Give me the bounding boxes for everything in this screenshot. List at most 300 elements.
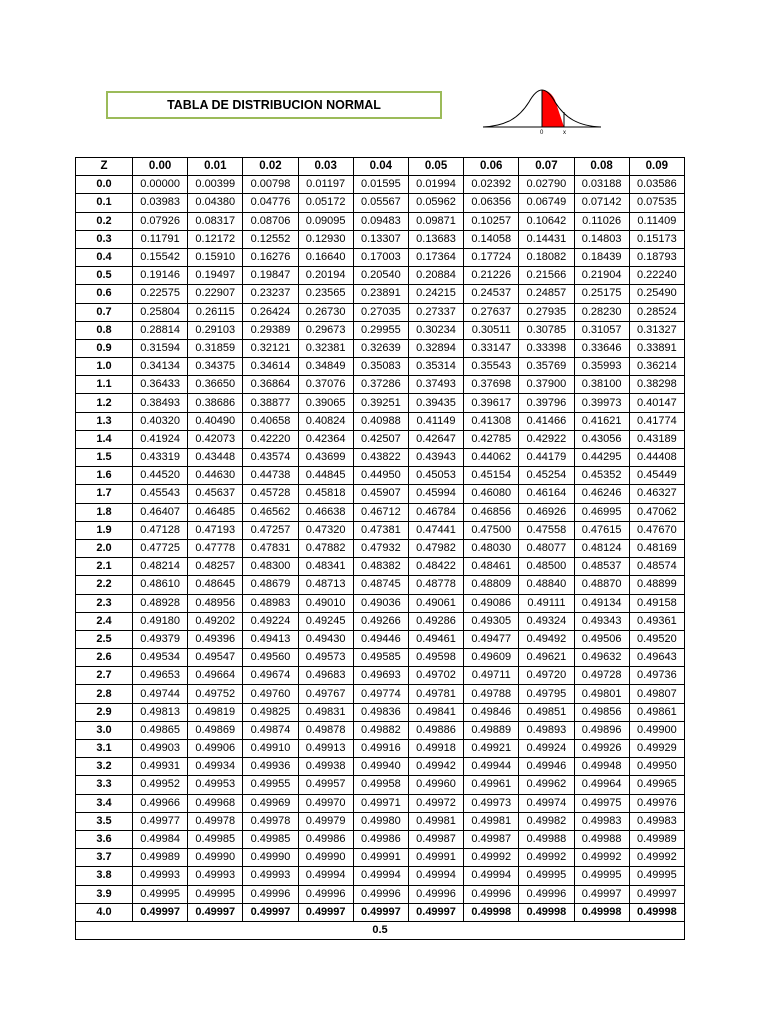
probability-cell: 0.46485 xyxy=(188,503,243,521)
z-value-cell: 2.6 xyxy=(76,649,133,667)
probability-cell: 0.30785 xyxy=(519,321,574,339)
probability-cell: 0.48341 xyxy=(298,558,353,576)
probability-cell: 0.49506 xyxy=(574,630,629,648)
probability-cell: 0.49994 xyxy=(298,867,353,885)
z-value-cell: 1.2 xyxy=(76,394,133,412)
probability-cell: 0.49921 xyxy=(464,740,519,758)
probability-cell: 0.42507 xyxy=(353,430,408,448)
probability-cell: 0.46080 xyxy=(464,485,519,503)
probability-cell: 0.14431 xyxy=(519,230,574,248)
probability-cell: 0.49998 xyxy=(629,903,684,921)
table-row xyxy=(76,321,685,339)
z-value-cell: 3.5 xyxy=(76,812,133,830)
probability-cell: 0.49893 xyxy=(519,721,574,739)
probability-cell: 0.43699 xyxy=(298,449,353,467)
probability-cell: 0.49560 xyxy=(243,649,298,667)
table-row xyxy=(76,649,685,667)
probability-cell: 0.28814 xyxy=(133,321,188,339)
probability-cell: 0.49878 xyxy=(298,721,353,739)
probability-cell: 0.49973 xyxy=(464,794,519,812)
probability-cell: 0.42922 xyxy=(519,430,574,448)
table-row xyxy=(76,758,685,776)
header-col: 0.07 xyxy=(519,158,574,176)
probability-cell: 0.49819 xyxy=(188,703,243,721)
probability-cell: 0.49942 xyxy=(408,758,463,776)
probability-cell: 0.49981 xyxy=(464,812,519,830)
probability-cell: 0.07535 xyxy=(629,194,684,212)
header-col: 0.01 xyxy=(188,158,243,176)
probability-cell: 0.23565 xyxy=(298,285,353,303)
probability-cell: 0.01197 xyxy=(298,176,353,194)
probability-cell: 0.49846 xyxy=(464,703,519,721)
probability-cell: 0.32121 xyxy=(243,339,298,357)
probability-cell: 0.26115 xyxy=(188,303,243,321)
table-row xyxy=(76,248,685,266)
z-value-cell: 3.8 xyxy=(76,867,133,885)
probability-cell: 0.23237 xyxy=(243,285,298,303)
footer-cell: 0.5 xyxy=(76,921,685,939)
probability-cell: 0.47778 xyxy=(188,539,243,557)
probability-cell: 0.49975 xyxy=(574,794,629,812)
probability-cell: 0.05567 xyxy=(353,194,408,212)
probability-cell: 0.49693 xyxy=(353,667,408,685)
probability-cell: 0.07142 xyxy=(574,194,629,212)
probability-cell: 0.25804 xyxy=(133,303,188,321)
probability-cell: 0.36433 xyxy=(133,376,188,394)
probability-cell: 0.29673 xyxy=(298,321,353,339)
probability-cell: 0.15173 xyxy=(629,230,684,248)
footer-row xyxy=(76,921,685,939)
probability-cell: 0.49960 xyxy=(408,776,463,794)
probability-cell: 0.03983 xyxy=(133,194,188,212)
table-row xyxy=(76,194,685,212)
probability-cell: 0.31327 xyxy=(629,321,684,339)
table-row xyxy=(76,176,685,194)
probability-cell: 0.49996 xyxy=(408,885,463,903)
z-value-cell: 1.3 xyxy=(76,412,133,430)
probability-cell: 0.24537 xyxy=(464,285,519,303)
probability-cell: 0.14803 xyxy=(574,230,629,248)
probability-cell: 0.36864 xyxy=(243,376,298,394)
probability-cell: 0.49976 xyxy=(629,794,684,812)
probability-cell: 0.48713 xyxy=(298,576,353,594)
z-value-cell: 0.3 xyxy=(76,230,133,248)
probability-cell: 0.49991 xyxy=(408,849,463,867)
document-title: TABLA DE DISTRIBUCION NORMAL xyxy=(167,98,381,112)
probability-cell: 0.49997 xyxy=(298,903,353,921)
probability-cell: 0.44295 xyxy=(574,449,629,467)
probability-cell: 0.49984 xyxy=(133,830,188,848)
probability-cell: 0.49985 xyxy=(188,830,243,848)
probability-cell: 0.33646 xyxy=(574,339,629,357)
probability-cell: 0.49520 xyxy=(629,630,684,648)
probability-cell: 0.09095 xyxy=(298,212,353,230)
probability-cell: 0.48124 xyxy=(574,539,629,557)
z-value-cell: 1.1 xyxy=(76,376,133,394)
probability-cell: 0.10642 xyxy=(519,212,574,230)
probability-cell: 0.49305 xyxy=(464,612,519,630)
probability-cell: 0.49534 xyxy=(133,649,188,667)
probability-cell: 0.25175 xyxy=(574,285,629,303)
probability-cell: 0.49974 xyxy=(519,794,574,812)
probability-cell: 0.48870 xyxy=(574,576,629,594)
probability-cell: 0.49992 xyxy=(464,849,519,867)
probability-cell: 0.22240 xyxy=(629,267,684,285)
probability-cell: 0.49795 xyxy=(519,685,574,703)
probability-cell: 0.37286 xyxy=(353,376,408,394)
probability-cell: 0.49966 xyxy=(133,794,188,812)
probability-cell: 0.49492 xyxy=(519,630,574,648)
probability-cell: 0.11026 xyxy=(574,212,629,230)
z-value-cell: 2.8 xyxy=(76,685,133,703)
probability-cell: 0.49224 xyxy=(243,612,298,630)
probability-cell: 0.18082 xyxy=(519,248,574,266)
probability-cell: 0.49889 xyxy=(464,721,519,739)
probability-cell: 0.08317 xyxy=(188,212,243,230)
z-value-cell: 1.8 xyxy=(76,503,133,521)
probability-cell: 0.43189 xyxy=(629,430,684,448)
probability-cell: 0.27935 xyxy=(519,303,574,321)
probability-cell: 0.45352 xyxy=(574,467,629,485)
probability-cell: 0.35543 xyxy=(464,358,519,376)
probability-cell: 0.47193 xyxy=(188,521,243,539)
probability-cell: 0.49996 xyxy=(353,885,408,903)
probability-cell: 0.40320 xyxy=(133,412,188,430)
probability-cell: 0.48928 xyxy=(133,594,188,612)
probability-cell: 0.49994 xyxy=(464,867,519,885)
probability-cell: 0.49993 xyxy=(188,867,243,885)
probability-cell: 0.49918 xyxy=(408,740,463,758)
probability-cell: 0.49086 xyxy=(464,594,519,612)
z-value-cell: 2.9 xyxy=(76,703,133,721)
probability-cell: 0.48679 xyxy=(243,576,298,594)
probability-cell: 0.49977 xyxy=(133,812,188,830)
probability-cell: 0.49962 xyxy=(519,776,574,794)
probability-cell: 0.47441 xyxy=(408,521,463,539)
probability-cell: 0.43448 xyxy=(188,449,243,467)
probability-cell: 0.37493 xyxy=(408,376,463,394)
probability-cell: 0.49720 xyxy=(519,667,574,685)
probability-cell: 0.49856 xyxy=(574,703,629,721)
probability-cell: 0.49998 xyxy=(519,903,574,921)
probability-cell: 0.43056 xyxy=(574,430,629,448)
probability-cell: 0.48778 xyxy=(408,576,463,594)
probability-cell: 0.12930 xyxy=(298,230,353,248)
probability-cell: 0.38493 xyxy=(133,394,188,412)
probability-cell: 0.49180 xyxy=(133,612,188,630)
z-value-cell: 0.4 xyxy=(76,248,133,266)
probability-cell: 0.32894 xyxy=(408,339,463,357)
probability-cell: 0.49955 xyxy=(243,776,298,794)
probability-cell: 0.49324 xyxy=(519,612,574,630)
probability-cell: 0.48382 xyxy=(353,558,408,576)
probability-cell: 0.49957 xyxy=(298,776,353,794)
probability-cell: 0.33398 xyxy=(519,339,574,357)
probability-cell: 0.34134 xyxy=(133,358,188,376)
probability-cell: 0.07926 xyxy=(133,212,188,230)
probability-cell: 0.49997 xyxy=(188,903,243,921)
probability-cell: 0.49996 xyxy=(298,885,353,903)
probability-cell: 0.34614 xyxy=(243,358,298,376)
probability-cell: 0.49948 xyxy=(574,758,629,776)
probability-cell: 0.16276 xyxy=(243,248,298,266)
probability-cell: 0.49585 xyxy=(353,649,408,667)
table-row xyxy=(76,812,685,830)
probability-cell: 0.44062 xyxy=(464,449,519,467)
probability-cell: 0.49992 xyxy=(574,849,629,867)
probability-cell: 0.49807 xyxy=(629,685,684,703)
probability-cell: 0.45818 xyxy=(298,485,353,503)
table-row xyxy=(76,703,685,721)
probability-cell: 0.49774 xyxy=(353,685,408,703)
probability-cell: 0.49728 xyxy=(574,667,629,685)
probability-cell: 0.49992 xyxy=(519,849,574,867)
probability-cell: 0.49781 xyxy=(408,685,463,703)
probability-cell: 0.30511 xyxy=(464,321,519,339)
probability-cell: 0.36650 xyxy=(188,376,243,394)
probability-cell: 0.49998 xyxy=(464,903,519,921)
probability-cell: 0.49926 xyxy=(574,740,629,758)
probability-cell: 0.48983 xyxy=(243,594,298,612)
probability-cell: 0.49987 xyxy=(464,830,519,848)
table-row xyxy=(76,903,685,921)
probability-cell: 0.49573 xyxy=(298,649,353,667)
probability-cell: 0.23891 xyxy=(353,285,408,303)
probability-cell: 0.49664 xyxy=(188,667,243,685)
table-row xyxy=(76,230,685,248)
probability-cell: 0.48610 xyxy=(133,576,188,594)
probability-cell: 0.04380 xyxy=(188,194,243,212)
table-row xyxy=(76,521,685,539)
table-row xyxy=(76,594,685,612)
probability-cell: 0.13683 xyxy=(408,230,463,248)
z-value-cell: 3.3 xyxy=(76,776,133,794)
probability-cell: 0.35314 xyxy=(408,358,463,376)
probability-cell: 0.48214 xyxy=(133,558,188,576)
probability-cell: 0.11791 xyxy=(133,230,188,248)
probability-cell: 0.37900 xyxy=(519,376,574,394)
probability-cell: 0.05962 xyxy=(408,194,463,212)
z-value-cell: 3.6 xyxy=(76,830,133,848)
probability-cell: 0.49924 xyxy=(519,740,574,758)
probability-cell: 0.49683 xyxy=(298,667,353,685)
probability-cell: 0.49997 xyxy=(408,903,463,921)
probability-cell: 0.19497 xyxy=(188,267,243,285)
probability-cell: 0.49910 xyxy=(243,740,298,758)
probability-cell: 0.15910 xyxy=(188,248,243,266)
probability-cell: 0.40490 xyxy=(188,412,243,430)
probability-cell: 0.44950 xyxy=(353,467,408,485)
probability-cell: 0.13307 xyxy=(353,230,408,248)
probability-cell: 0.27035 xyxy=(353,303,408,321)
probability-cell: 0.46712 xyxy=(353,503,408,521)
probability-cell: 0.46856 xyxy=(464,503,519,521)
z-value-cell: 0.8 xyxy=(76,321,133,339)
probability-cell: 0.49202 xyxy=(188,612,243,630)
probability-cell: 0.26730 xyxy=(298,303,353,321)
probability-cell: 0.20884 xyxy=(408,267,463,285)
probability-cell: 0.46926 xyxy=(519,503,574,521)
probability-cell: 0.35083 xyxy=(353,358,408,376)
probability-cell: 0.41774 xyxy=(629,412,684,430)
probability-cell: 0.32381 xyxy=(298,339,353,357)
probability-cell: 0.37698 xyxy=(464,376,519,394)
probability-cell: 0.21226 xyxy=(464,267,519,285)
table-row xyxy=(76,685,685,703)
table-row xyxy=(76,794,685,812)
probability-cell: 0.49760 xyxy=(243,685,298,703)
probability-cell: 0.49882 xyxy=(353,721,408,739)
probability-cell: 0.49831 xyxy=(298,703,353,721)
probability-cell: 0.47615 xyxy=(574,521,629,539)
table-row xyxy=(76,576,685,594)
probability-cell: 0.49989 xyxy=(133,849,188,867)
probability-cell: 0.49900 xyxy=(629,721,684,739)
table-row xyxy=(76,212,685,230)
probability-cell: 0.49940 xyxy=(353,758,408,776)
probability-cell: 0.37076 xyxy=(298,376,353,394)
probability-cell: 0.45728 xyxy=(243,485,298,503)
z-value-cell: 3.9 xyxy=(76,885,133,903)
probability-cell: 0.49010 xyxy=(298,594,353,612)
z-value-cell: 1.6 xyxy=(76,467,133,485)
probability-cell: 0.14058 xyxy=(464,230,519,248)
probability-cell: 0.48422 xyxy=(408,558,463,576)
probability-cell: 0.30234 xyxy=(408,321,463,339)
header-col: 0.09 xyxy=(629,158,684,176)
probability-cell: 0.12172 xyxy=(188,230,243,248)
table-row xyxy=(76,849,685,867)
probability-cell: 0.49946 xyxy=(519,758,574,776)
probability-cell: 0.49993 xyxy=(243,867,298,885)
probability-cell: 0.49413 xyxy=(243,630,298,648)
probability-cell: 0.49995 xyxy=(629,867,684,885)
probability-cell: 0.12552 xyxy=(243,230,298,248)
z-value-cell: 2.0 xyxy=(76,539,133,557)
probability-cell: 0.40824 xyxy=(298,412,353,430)
probability-cell: 0.46407 xyxy=(133,503,188,521)
probability-cell: 0.49836 xyxy=(353,703,408,721)
probability-cell: 0.49929 xyxy=(629,740,684,758)
header-col: 0.05 xyxy=(408,158,463,176)
probability-cell: 0.34849 xyxy=(298,358,353,376)
probability-cell: 0.39973 xyxy=(574,394,629,412)
probability-cell: 0.49931 xyxy=(133,758,188,776)
probability-cell: 0.49861 xyxy=(629,703,684,721)
shaded-area xyxy=(542,90,564,127)
probability-cell: 0.49446 xyxy=(353,630,408,648)
probability-cell: 0.49461 xyxy=(408,630,463,648)
probability-cell: 0.11409 xyxy=(629,212,684,230)
probability-cell: 0.33891 xyxy=(629,339,684,357)
probability-cell: 0.42364 xyxy=(298,430,353,448)
z-value-cell: 0.2 xyxy=(76,212,133,230)
probability-cell: 0.49598 xyxy=(408,649,463,667)
probability-cell: 0.47932 xyxy=(353,539,408,557)
probability-cell: 0.49958 xyxy=(353,776,408,794)
probability-cell: 0.40658 xyxy=(243,412,298,430)
table-row xyxy=(76,776,685,794)
z-value-cell: 3.4 xyxy=(76,794,133,812)
z-value-cell: 2.2 xyxy=(76,576,133,594)
probability-cell: 0.43574 xyxy=(243,449,298,467)
probability-cell: 0.48899 xyxy=(629,576,684,594)
probability-cell: 0.41924 xyxy=(133,430,188,448)
probability-cell: 0.49736 xyxy=(629,667,684,685)
probability-cell: 0.31057 xyxy=(574,321,629,339)
table-row xyxy=(76,285,685,303)
probability-cell: 0.47320 xyxy=(298,521,353,539)
probability-cell: 0.17724 xyxy=(464,248,519,266)
probability-cell: 0.49767 xyxy=(298,685,353,703)
probability-cell: 0.28230 xyxy=(574,303,629,321)
table-row xyxy=(76,267,685,285)
probability-cell: 0.49245 xyxy=(298,612,353,630)
table-row xyxy=(76,539,685,557)
probability-cell: 0.43822 xyxy=(353,449,408,467)
probability-cell: 0.49996 xyxy=(519,885,574,903)
z-value-cell: 1.0 xyxy=(76,358,133,376)
probability-cell: 0.46562 xyxy=(243,503,298,521)
probability-cell: 0.49985 xyxy=(243,830,298,848)
probability-cell: 0.38100 xyxy=(574,376,629,394)
probability-cell: 0.49990 xyxy=(298,849,353,867)
probability-cell: 0.49965 xyxy=(629,776,684,794)
header-col: 0.03 xyxy=(298,158,353,176)
probability-cell: 0.05172 xyxy=(298,194,353,212)
probability-cell: 0.49653 xyxy=(133,667,188,685)
probability-cell: 0.49379 xyxy=(133,630,188,648)
probability-cell: 0.49997 xyxy=(243,903,298,921)
probability-cell: 0.49995 xyxy=(133,885,188,903)
probability-cell: 0.45053 xyxy=(408,467,463,485)
probability-cell: 0.49903 xyxy=(133,740,188,758)
header-col: 0.04 xyxy=(353,158,408,176)
table-row xyxy=(76,885,685,903)
probability-cell: 0.49989 xyxy=(629,830,684,848)
table-row xyxy=(76,412,685,430)
probability-cell: 0.46327 xyxy=(629,485,684,503)
probability-cell: 0.20194 xyxy=(298,267,353,285)
probability-cell: 0.04776 xyxy=(243,194,298,212)
probability-cell: 0.38686 xyxy=(188,394,243,412)
probability-cell: 0.48300 xyxy=(243,558,298,576)
probability-cell: 0.43319 xyxy=(133,449,188,467)
probability-cell: 0.29389 xyxy=(243,321,298,339)
table-row xyxy=(76,449,685,467)
probability-cell: 0.49990 xyxy=(243,849,298,867)
probability-cell: 0.17364 xyxy=(408,248,463,266)
probability-cell: 0.39435 xyxy=(408,394,463,412)
probability-cell: 0.49938 xyxy=(298,758,353,776)
probability-cell: 0.06749 xyxy=(519,194,574,212)
probability-cell: 0.35993 xyxy=(574,358,629,376)
probability-cell: 0.49983 xyxy=(629,812,684,830)
probability-cell: 0.49916 xyxy=(353,740,408,758)
probability-cell: 0.18439 xyxy=(574,248,629,266)
normal-curve-figure xyxy=(481,80,603,135)
probability-cell: 0.49632 xyxy=(574,649,629,667)
probability-cell: 0.02790 xyxy=(519,176,574,194)
probability-cell: 0.48840 xyxy=(519,576,574,594)
probability-cell: 0.48809 xyxy=(464,576,519,594)
probability-cell: 0.49906 xyxy=(188,740,243,758)
probability-cell: 0.31594 xyxy=(133,339,188,357)
probability-cell: 0.49896 xyxy=(574,721,629,739)
probability-cell: 0.45449 xyxy=(629,467,684,485)
probability-cell: 0.49841 xyxy=(408,703,463,721)
probability-cell: 0.20540 xyxy=(353,267,408,285)
